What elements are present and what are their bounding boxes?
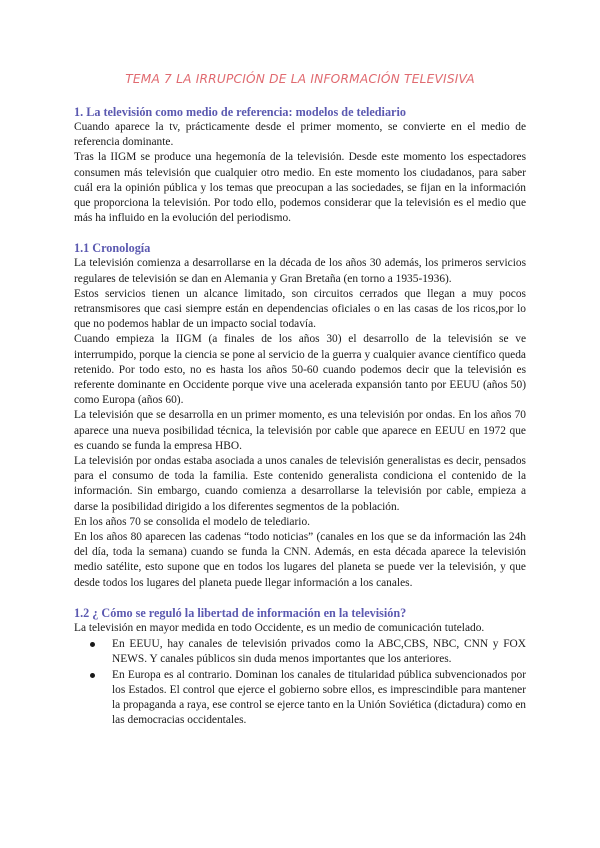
paragraph: La televisión en mayor medida en todo Occidente, es un medio de comunicación tutelado. <box>74 621 485 634</box>
paragraph: Estos servicios tienen un alcance limitado, son circuitos cerrados que llegan a muy pocos retransmisores que casi siempre están en dependencias oficiales o en las casas de los ricos,por lo que no podemos hablar de un impacto social todavía. <box>74 287 526 331</box>
list-item-text: En EEUU, hay canales de televisión privados como la ABC,CBS, NBC, CNN y FOX NEWS. Y canales públicos sin duda menos importantes que los anteriores. <box>112 638 526 666</box>
section-1-2-heading: 1.2 ¿ Cómo se reguló la libertad de información en la televisión? <box>74 605 407 620</box>
list-item-text: En Europa es al contrario. Dominan los canales de titularidad pública subvencionados por los Estados. El control que ejerce el gobierno sobre ellos, es imprescindible para mantener la propaganda a raya, ese control se ejerce tanto en la Unión Soviética (dictadura) como en las democracias occidentales. <box>112 668 526 727</box>
list-item <box>74 637 526 667</box>
paragraph: Cuando empieza la IIGM (a finales de los años 30) el desarrollo de la televisión se ve interrumpido, porque la ciencia se pone al servicio de la guerra y cualquier avance científico queda retenido. Por todo esto, no es hasta los años 50-60 cuando podemos decir que la televisión es referente dominante en Occidente porque vive una acelerada expansión tanto por EEUU (años 50) como Europa (años 60). <box>74 333 526 407</box>
list-item <box>74 668 526 729</box>
paragraph: En los años 80 aparecen las cadenas “todo noticias” (canales en los que se da información las 24h del día, toda la semana) cuando se funda la CNN. Además, en esta década aparece la televisión medio satélite, esto supone que en todos los lugares del planeta se puede ver la televisión, y que desde todos los lugares del planeta puede llegar información a los canales. <box>74 531 526 589</box>
document-title: TEMA 7 LA IRRUPCIÓN DE LA INFORMACIÓN TELEVISIVA <box>125 72 475 86</box>
paragraph: La televisión por ondas estaba asociada a unos canales de televisión generalistas es decir, pensados para el consumo de toda la familia. Este contenido generalista condiciona el contenido de la información. Sin embargo, cuando comienza a desarrollarse la televisión por cable, empieza a darse la posibilidad dirigido a los diferentes segmentos de la población. <box>74 455 526 513</box>
section-1-heading: 1. La televisión como medio de referencia: modelos de telediario <box>74 105 406 119</box>
paragraph: La televisión que se desarrolla en un primer momento, es una televisión por ondas. En los años 70 aparece una nueva posibilidad técnica, la televisión por cable que aparece en EEUU en 1972 que es cuando se funda la empresa HBO. <box>74 409 526 452</box>
bullet-icon <box>90 673 95 678</box>
section-1-1-heading: 1.1 Cronología <box>74 241 151 256</box>
bullet-icon <box>90 642 95 647</box>
document-body <box>74 104 526 728</box>
paragraph: La televisión comienza a desarrollarse en la década de los años 30 además, los primeros servicios regulares de televisión se dan en Alemania y Gran Bretaña (en torno a 1935-1936). <box>74 257 526 285</box>
paragraph: Tras la IIGM se produce una hegemonía de la televisión. Desde este momento los espectadores consumen más televisión que cualquier otro medio. En este momento los ciudadanos, para saber cuál era la opinión pública y los temas que preocupan a las sociedades, se fijan en la información que proporciona la televisión. Por todo ello, podemos considerar que la televisión es el medio que más ha influido en la evolución del periodismo. <box>74 151 526 225</box>
paragraph: Cuando aparece la tv, prácticamente desde el primer momento, se convierte en el medio de referencia dominante. <box>74 121 526 149</box>
paragraph: En los años 70 se consolida el modelo de telediario. <box>74 515 310 528</box>
bullet-list <box>74 637 526 728</box>
